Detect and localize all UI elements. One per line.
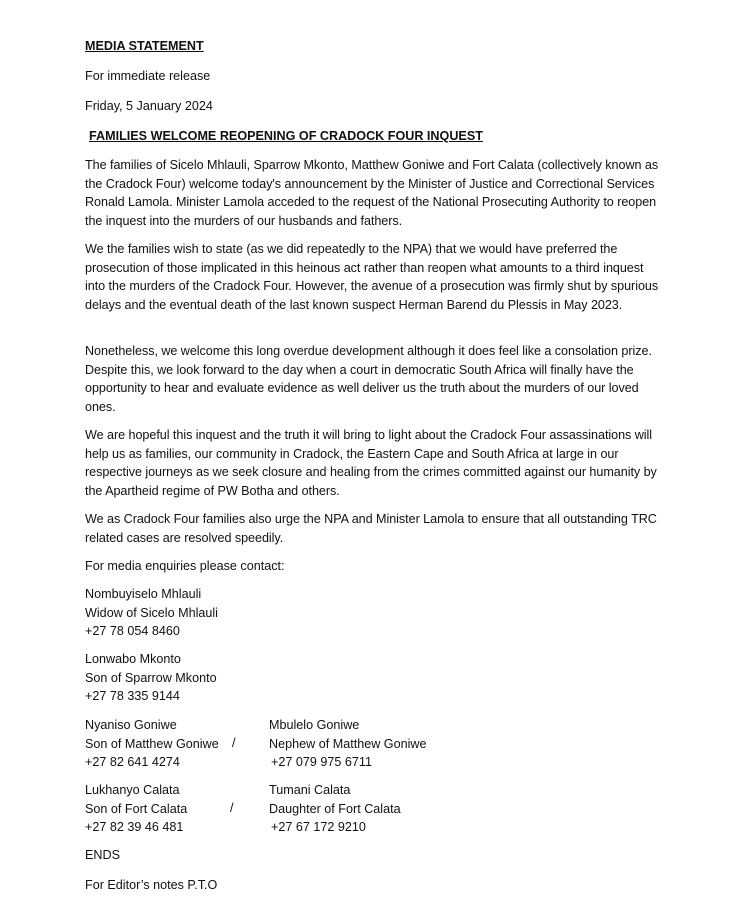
statement-title: FAMILIES WELCOME REOPENING OF CRADOCK FOUR INQUEST: [89, 129, 483, 143]
contact-phone: +27 67 172 9210: [271, 820, 366, 834]
contact-mkonto: [85, 650, 217, 706]
statement-label: MEDIA STATEMENT: [85, 39, 204, 53]
paragraph-2: We the families wish to state (as we did repeatedly to the NPA) that we would have preferred the prosecution of those implicated in this heinous act rather than reopen what amounts to a third inquest into the murders of the Cradock Four. However, the avenue of a prosecution was firmly shut by spurious delays and the eventual death of the last known suspect Herman Barend du Plessis in May 2023.: [85, 242, 659, 312]
statement-date: Friday, 5 January 2024: [85, 99, 213, 113]
contact-relation: Son of Matthew Goniwe: [85, 736, 219, 751]
contact-relation: Daughter of Fort Calata: [269, 801, 401, 816]
paragraph-4: We are hopeful this inquest and the truth it will bring to light about the Cradock Four assassinations will help us as families, our community in Cradock, the Eastern Cape and South Africa at large in our respective journeys as we seek closure and healing from the crimes committed against our humanity by the Apartheid regime of PW Botha and others.: [85, 428, 657, 498]
contact-name: Lukhanyo Calata: [85, 783, 180, 797]
enquiries-label: For media enquiries please contact:: [85, 559, 285, 573]
contact-name: Lonwabo Mkonto: [85, 652, 181, 666]
contact-phone: +27 78 054 8460: [85, 624, 180, 638]
contact-nyaniso-goniwe: [85, 716, 219, 772]
contact-name: Nyaniso Goniwe: [85, 718, 177, 732]
contact-phone: +27 82 641 4274: [85, 755, 180, 769]
contact-separator: /: [232, 736, 236, 750]
contact-phone: +27 78 335 9144: [85, 689, 180, 703]
ends-marker: ENDS: [85, 848, 120, 862]
contact-tumani-calata: [269, 781, 401, 837]
paragraph-3: Nonetheless, we welcome this long overdue development although it does feel like a consolation prize. Despite this, we look forward to the day when a court in democratic South Africa will finally have the opportunity to hear and evaluate evidence as well deliver us the truth about the murders of our loved ones.: [85, 344, 652, 414]
release-line: For immediate release: [85, 69, 211, 83]
contact-mbulelo-goniwe: [269, 716, 427, 772]
contact-phone: +27 82 39 46 481: [85, 820, 184, 834]
editor-note: For Editor’s notes P.T.O: [85, 878, 218, 892]
paragraph-5: We as Cradock Four families also urge the NPA and Minister Lamola to ensure that all outstanding TRC related cases are resolved speedily.: [85, 512, 657, 545]
contact-lukhanyo-calata: [85, 781, 187, 837]
contact-separator: /: [230, 801, 234, 815]
contact-phone: +27 079 975 6711: [271, 755, 372, 769]
contact-relation: Widow of Sicelo Mhlauli: [85, 605, 218, 620]
contact-relation: Son of Fort Calata: [85, 801, 188, 816]
contact-name: Tumani Calata: [269, 783, 351, 797]
contact-relation: Nephew of Matthew Goniwe: [269, 736, 427, 751]
paragraph-1: The families of Sicelo Mhlauli, Sparrow Mkonto, Matthew Goniwe and Fort Calata (collectively known as the Cradock Four) welcome today's announcement by the Minister of Justice and Correctional Services Ronald Lamola. Minister Lamola acceded to the request of the National Prosecuting Authority to reopen the inquest into the murders of our husbands and fathers.: [85, 158, 659, 228]
contact-mhlauli: [85, 585, 218, 641]
contact-name: Nombuyiselo Mhlauli: [85, 587, 202, 601]
contact-name: Mbulelo Goniwe: [269, 718, 360, 732]
contact-relation: Son of Sparrow Mkonto: [85, 670, 217, 685]
